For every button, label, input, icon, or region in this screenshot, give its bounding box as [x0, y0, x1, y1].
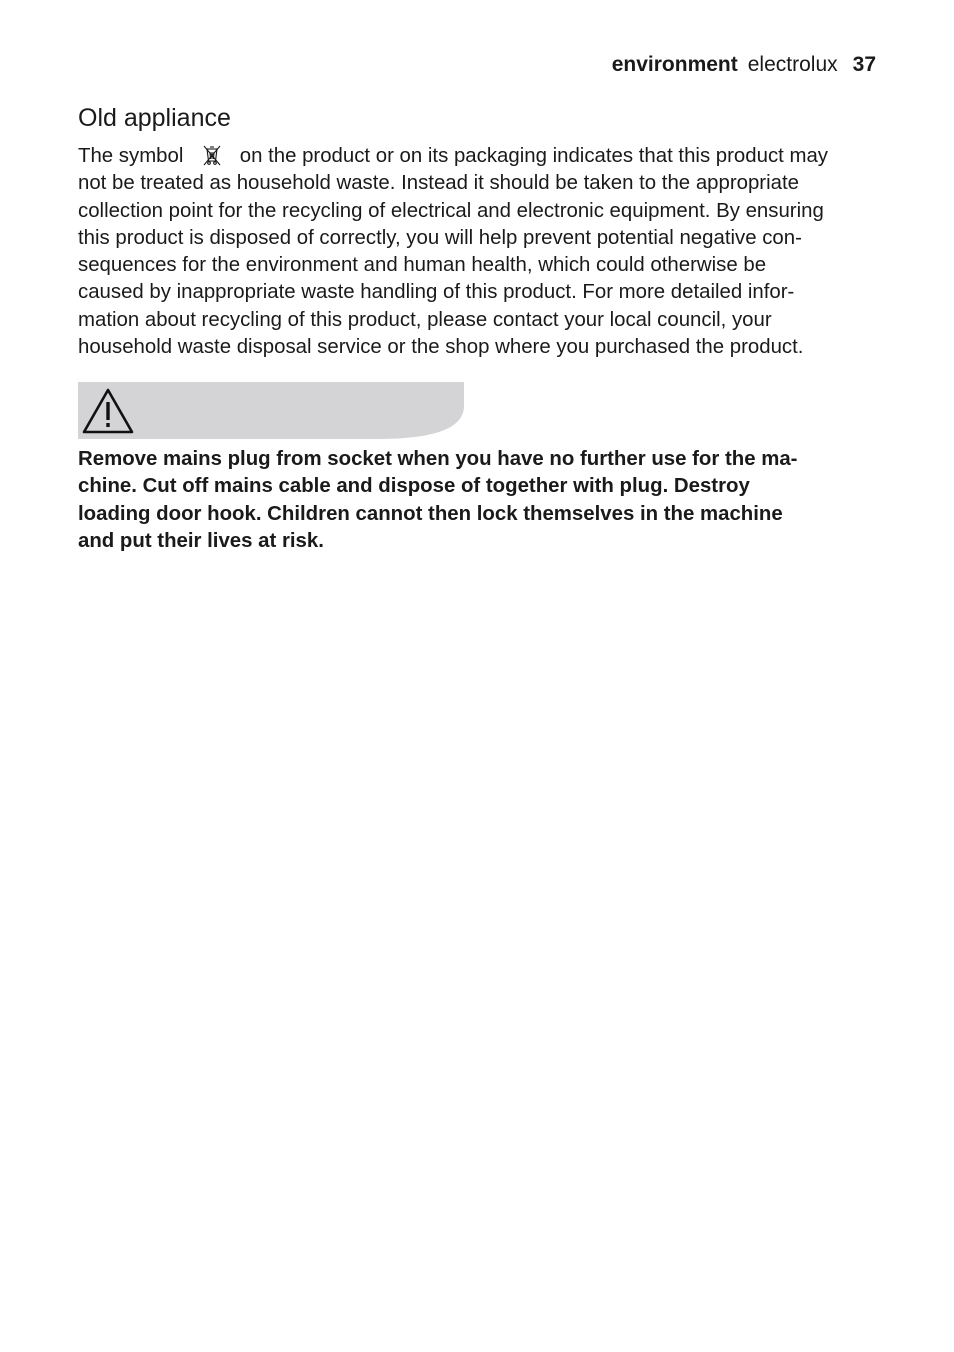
paragraph-line: caused by inappropriate waste handling of this product. For more detailed infor- [78, 281, 795, 304]
page-number: 37 [852, 53, 876, 76]
paragraph-line: collection point for the recycling of electrical and electronic equipment. By ensuring [78, 199, 824, 222]
paragraph-line [78, 143, 878, 170]
paragraph-line: not be treated as household waste. Instead it should be taken to the appropriate [78, 172, 799, 195]
paragraph-line: household waste disposal service or the shop where you purchased the product. [78, 336, 804, 359]
paragraph-line: mation about recycling of this product, please contact your local council, your [78, 308, 772, 331]
header-section-name: environment [611, 53, 738, 76]
warning-banner [78, 382, 464, 439]
page-header [612, 51, 876, 79]
paragraph-line: this product is disposed of correctly, you will help prevent potential negative con- [78, 226, 802, 249]
section-title: Old appliance [78, 104, 231, 132]
warning-text [78, 446, 888, 555]
warning-line: loading door hook. Children cannot then lock themselves in the machine [78, 502, 783, 525]
warning-line: Remove mains plug from socket when you have no further use for the ma- [78, 448, 798, 470]
disposal-paragraph [78, 143, 878, 361]
warning-line: chine. Cut off mains cable and dispose of together with plug. Destroy [78, 475, 750, 498]
paragraph-line: sequences for the environment and human health, which could otherwise be [78, 254, 767, 277]
paragraph-text: The symbol [78, 145, 190, 167]
paragraph-text: on the product or on its packaging indicates that this product may [234, 145, 828, 167]
crossed-out-wheelie-bin-icon [189, 145, 234, 165]
header-brand: electrolux [747, 53, 838, 76]
warning-line: and put their lives at risk. [78, 529, 324, 552]
